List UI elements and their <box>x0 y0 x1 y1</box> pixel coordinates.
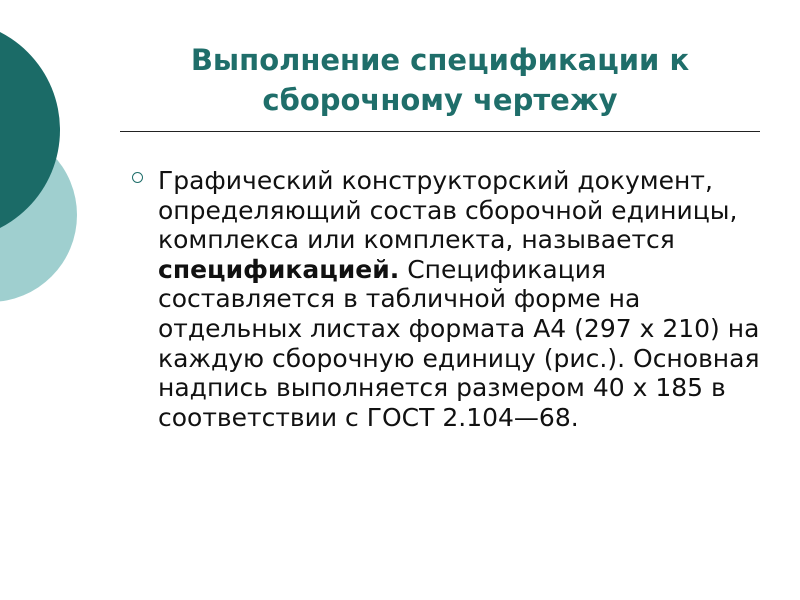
title-line-2: сборочному чертежу <box>262 83 618 117</box>
title-line-1: Выполнение спецификации к <box>190 43 690 77</box>
title-divider <box>120 131 760 132</box>
bullet-text <box>158 166 768 432</box>
slide-title <box>140 40 740 120</box>
bullet-text-after: Спецификация составляется в табличной форме на отдельных листах формата А4 (297 х 210) на каждую сборочную единицу (рис.). Основная надпись выполняется размером 40 х 185 в соответствии с ГОСТ 2.104—68. <box>158 254 760 432</box>
bullet-text-before: Графический конструкторский документ, определяющий состав сборочной единицы, комплекса или комплекта, называется <box>158 166 738 255</box>
circle-bullet-icon <box>132 172 143 183</box>
decorative-circles <box>0 0 120 330</box>
bullet-bold-term: спецификацией. <box>158 254 400 284</box>
